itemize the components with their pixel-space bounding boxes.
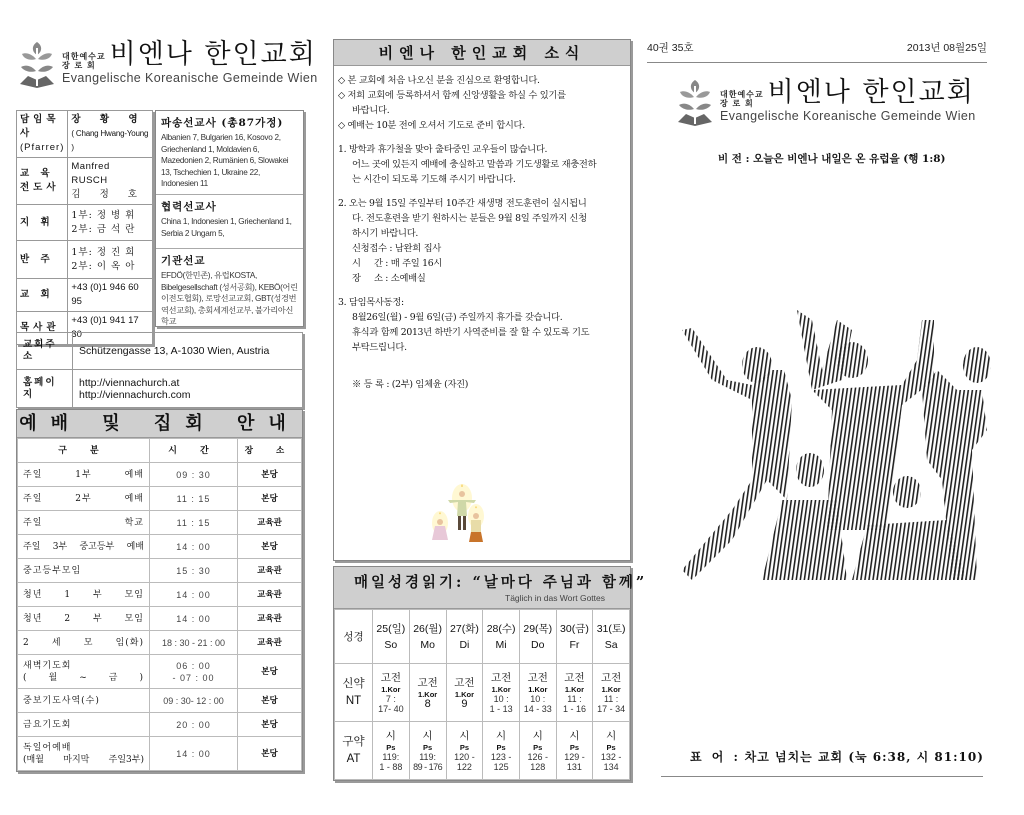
event-time: 15 : 30 xyxy=(150,559,238,583)
event-name: 주일 학교 xyxy=(18,511,150,535)
motto-text: 차고 넘치는 교회 (눅 6:38, 시 81:10) xyxy=(744,750,984,764)
issue-header xyxy=(647,40,987,63)
reading-cell: 시 Ps 129 - 131 xyxy=(556,722,593,780)
new-testament-row xyxy=(335,664,630,722)
bible-reading-header xyxy=(334,567,648,609)
event-time: 20 : 00 xyxy=(150,713,238,737)
event-name: 새벽기도회 ( 월 ~ 금 ) xyxy=(18,655,150,689)
welcome-line: 바랍니다. xyxy=(352,105,390,116)
schedule-header-row xyxy=(18,439,302,463)
event-name: 독일어예배 (매월 마지막 주일3부) xyxy=(18,737,150,771)
news-item-1: 1. 방학과 휴가철을 맞아 출타중인 교우들이 많습니다. xyxy=(338,144,548,155)
event-name: 금요기도회 xyxy=(18,713,150,737)
event-name: 청년 2 부 모임 xyxy=(18,607,150,631)
staff-table xyxy=(16,110,153,345)
mission-title: 파송선교사 (총87가정) xyxy=(161,117,284,129)
logo-denomination-1: 대한예수교 xyxy=(62,52,106,61)
event-name: 2 세 모 임(화) xyxy=(18,631,150,655)
schedule-row xyxy=(18,689,302,713)
logo-denomination-2: 장 로 회 xyxy=(62,61,96,70)
issue-number: 40권 35호 xyxy=(647,42,694,54)
news-item-3: 부탁드립니다. xyxy=(352,342,407,353)
registration-note: ※ 등 록 : (2부) 임체윤 (자진) xyxy=(352,379,469,390)
homepage-link-com[interactable]: http://viennachurch.com xyxy=(79,388,191,401)
church-news xyxy=(333,39,631,561)
event-name: 주일 3부 중고등부 예배 xyxy=(18,535,150,559)
news-body xyxy=(334,66,630,399)
reading-cell: 고전 1.Kor 10 : 1 - 13 xyxy=(483,664,520,722)
reading-cell: 시 Ps 126 - 128 xyxy=(519,722,556,780)
event-time: 14 : 00 xyxy=(150,607,238,631)
event-place: 본당 xyxy=(238,463,302,487)
staff-row xyxy=(17,279,153,312)
row-label: 구약 AT xyxy=(335,722,373,780)
event-place: 본당 xyxy=(238,713,302,737)
daily-bible-reading xyxy=(333,566,648,781)
staff-row xyxy=(17,205,153,241)
event-name: 청년 1 부 모임 xyxy=(18,583,150,607)
news-item-1: 어느 곳에 있든지 예배에 충실하고 말씀과 기도생활로 재충전하 xyxy=(352,159,597,170)
worship-figures-artwork xyxy=(672,280,997,600)
address-value: Schützengasse 13, A-1030 Wien, Austria xyxy=(73,333,303,370)
event-time: 09 : 30- 12 : 00 xyxy=(150,689,238,713)
news-item-2: 2. 오는 9월 15일 주일부터 10주간 새생명 전도훈련이 실시됩니 xyxy=(338,198,587,209)
staff-value: 1부: 정 진 희 2부: 이 옥 아 xyxy=(68,241,153,279)
event-place: 본당 xyxy=(238,535,302,559)
staff-label: 교 회 xyxy=(17,279,68,312)
news-item-3: 8월26일(월) - 9월 6일(금) 주일까지 휴가를 갖습니다. xyxy=(352,312,563,323)
day-cell: 28(수) Mi xyxy=(483,610,520,664)
logo-denomination-1: 대한예수교 xyxy=(720,90,764,99)
mission-title: 기관선교 xyxy=(161,255,206,267)
staff-label: 교 육 전도사 xyxy=(17,158,68,205)
church-motto xyxy=(690,748,984,765)
mission-section xyxy=(156,195,303,249)
reading-cell: 고전 1.Kor 11 : 1 - 16 xyxy=(556,664,593,722)
day-cell: 27(화) Di xyxy=(446,610,483,664)
welcome-line: ◇ 본 교회에 처음 나오신 분을 진심으로 환영합니다. xyxy=(338,75,540,86)
parsonage-phone: +43 (0)1 941 17 30 xyxy=(68,312,153,345)
church-name: 비엔나 한인교회 xyxy=(767,77,975,108)
event-name: 주일 2부 예배 xyxy=(18,487,150,511)
church-name: 비엔나 한인교회 xyxy=(109,39,317,70)
homepage-links xyxy=(73,370,303,408)
event-place: 교육관 xyxy=(238,631,302,655)
event-time: 09 : 30 xyxy=(150,463,238,487)
bible-reading-title: 매일성경읽기: “날마다 주님과 함께” xyxy=(354,574,648,591)
event-place: 본당 xyxy=(238,487,302,511)
mission-section xyxy=(156,111,303,195)
mission-body: EFDÖ(한민존), 유럽KOSTA, Bibelgesellschaft (성서공회), KEBÖ(어린이전도협회), 로망선교교회, GBT(성경번역선교회), 총회세계선교부, 불가리아신학교 xyxy=(161,271,298,326)
reading-cell: 시 Ps 120 - 122 xyxy=(446,722,483,780)
schedule-title: 예배 및 집회 안내 xyxy=(17,410,302,438)
event-time: 14 : 00 xyxy=(150,737,238,771)
event-time: 11 : 15 xyxy=(150,487,238,511)
staff-row xyxy=(17,158,153,205)
issue-date: 2013년 08월25일 xyxy=(906,42,987,54)
event-time: 06 : 00 - 07 : 00 xyxy=(150,655,238,689)
news-item-2: 하시기 바랍니다. xyxy=(352,228,419,239)
news-title: 비엔나 한인교회 소식 xyxy=(334,40,630,66)
event-place: 교육관 xyxy=(238,583,302,607)
day-cell: 30(금) Fr xyxy=(556,610,593,664)
praying-people-illustration xyxy=(426,478,486,553)
event-place: 교육관 xyxy=(238,511,302,535)
church-tree-icon xyxy=(676,78,714,128)
schedule-row xyxy=(18,559,302,583)
header-category: 구 분 xyxy=(18,439,150,463)
event-name: 주일 1부 예배 xyxy=(18,463,150,487)
schedule-row xyxy=(18,607,302,631)
schedule-row xyxy=(18,631,302,655)
church-phone: +43 (0)1 946 60 95 xyxy=(68,279,153,312)
address-label: 교회주소 xyxy=(17,333,73,370)
header-place: 장 소 xyxy=(238,439,302,463)
address-table xyxy=(16,332,303,408)
reading-cell: 시 Ps 119: 89 - 176 xyxy=(409,722,446,780)
event-place: 본당 xyxy=(238,737,302,771)
welcome-line: ◇ 저희 교회에 등록하셔서 함께 신앙생활을 하실 수 있기를 xyxy=(338,90,566,101)
reading-cell: 고전 1.Kor 7 : 17- 40 xyxy=(373,664,410,722)
missions-box xyxy=(155,110,304,327)
logo-denomination-2: 장 로 회 xyxy=(720,99,754,108)
reading-cell: 고전 1.Kor 9 xyxy=(446,664,483,722)
reading-cell: 고전 1.Kor 11 : 17 - 34 xyxy=(593,664,630,722)
schedule-row xyxy=(18,535,302,559)
news-item-2: 시 간 : 매 주일 16시 xyxy=(352,258,443,269)
event-time: 14 : 00 xyxy=(150,535,238,559)
homepage-link-at[interactable]: http://viennachurch.at xyxy=(79,376,180,389)
days-row xyxy=(335,610,630,664)
event-place: 본당 xyxy=(238,689,302,713)
news-item-3: 휴식과 함께 2013년 하반기 사역준비를 잘 할 수 있도록 기도 xyxy=(352,327,590,338)
mission-body: China 1, Indonesien 1, Griechenland 1, Serbia 2 Ungarn 5, xyxy=(161,217,292,238)
news-item-2: 장 소 : 소예배실 xyxy=(352,273,426,284)
news-item-3: 3. 담임목사동정: xyxy=(338,297,404,308)
staff-row xyxy=(17,111,153,158)
staff-value: 1부: 정 병 휘 2부: 금 석 란 xyxy=(68,205,153,241)
welcome-line: ◇ 예배는 10분 전에 오셔서 기도로 준비 합시다. xyxy=(338,120,525,131)
row-label: 신약 NT xyxy=(335,664,373,722)
schedule-row xyxy=(18,511,302,535)
event-time: 14 : 00 xyxy=(150,583,238,607)
old-testament-row xyxy=(335,722,630,780)
schedule-table xyxy=(17,438,302,771)
day-cell: 25(일) So xyxy=(373,610,410,664)
church-name-german: Evangelische Koreanische Gemeinde Wien xyxy=(62,71,318,85)
church-logo xyxy=(18,40,318,90)
staff-value: Manfred RUSCH 김 정 호 xyxy=(68,158,153,205)
reading-cell: 고전 1.Kor 10 : 14 - 33 xyxy=(519,664,556,722)
day-cell: 29(목) Do xyxy=(519,610,556,664)
day-cell: 26(월) Mo xyxy=(409,610,446,664)
schedule-row xyxy=(18,713,302,737)
church-tree-icon xyxy=(18,40,56,90)
row-label: 성경 xyxy=(335,610,373,664)
schedule-row xyxy=(18,487,302,511)
schedule-row xyxy=(18,583,302,607)
schedule-row xyxy=(18,463,302,487)
header-time: 시 간 xyxy=(150,439,238,463)
bible-reading-table xyxy=(334,609,630,780)
schedule-row xyxy=(18,737,302,771)
staff-value: 장 황 영 ( Chang Hwang-Young ) xyxy=(68,111,153,158)
news-item-2: 신청접수 : 남완희 집사 xyxy=(352,243,441,254)
staff-label: 목사관 xyxy=(17,312,68,345)
day-cell: 31(토) Sa xyxy=(593,610,630,664)
homepage-label: 홈페이지 xyxy=(17,370,73,408)
reading-cell: 고전 1.Kor 8 xyxy=(409,664,446,722)
event-place: 본당 xyxy=(238,655,302,689)
reading-cell: 시 Ps 123 - 125 xyxy=(483,722,520,780)
worship-schedule xyxy=(16,409,303,772)
staff-label: 지 휘 xyxy=(17,205,68,241)
event-name: 중고등부모임 xyxy=(18,559,150,583)
cover-church-logo xyxy=(676,78,976,128)
mission-body: Albanien 7, Bulgarien 16, Kosovo 2, Griechenland 1, Moldavien 6, Mazedonien 2, Rumänien 6, Slowakei 13, Tschechien 1, Ukraine 22, Indonesien 11 xyxy=(161,133,289,188)
event-place: 교육관 xyxy=(238,607,302,631)
staff-label: 담임목사 (Pfarrer) xyxy=(17,111,68,158)
church-name-german: Evangelische Koreanische Gemeinde Wien xyxy=(720,109,976,123)
mission-section xyxy=(156,249,303,332)
church-vision: 비 전 : 오늘은 비엔나 내일은 온 유럽을 (행 1:8) xyxy=(718,153,946,165)
divider xyxy=(661,776,983,777)
bible-reading-subtitle: Täglich in das Wort Gottes xyxy=(505,593,605,603)
event-name: 중보기도사역(수) xyxy=(18,689,150,713)
event-place: 교육관 xyxy=(238,559,302,583)
news-item-1: 는 시간이 되도록 기도해 주시기 바랍니다. xyxy=(352,174,516,185)
news-item-2: 다. 전도훈련을 받기 원하시는 분들은 9월 8일 주일까지 신청 xyxy=(352,213,587,224)
event-time: 11 : 15 xyxy=(150,511,238,535)
motto-label: 표 어 : xyxy=(690,750,741,764)
reading-cell: 시 Ps 119: 1 - 88 xyxy=(373,722,410,780)
schedule-row xyxy=(18,655,302,689)
reading-cell: 시 Ps 132 - 134 xyxy=(593,722,630,780)
event-time: 18 : 30 - 21 : 00 xyxy=(150,631,238,655)
staff-label: 반 주 xyxy=(17,241,68,279)
staff-row xyxy=(17,241,153,279)
mission-title: 협력선교사 xyxy=(161,201,217,213)
